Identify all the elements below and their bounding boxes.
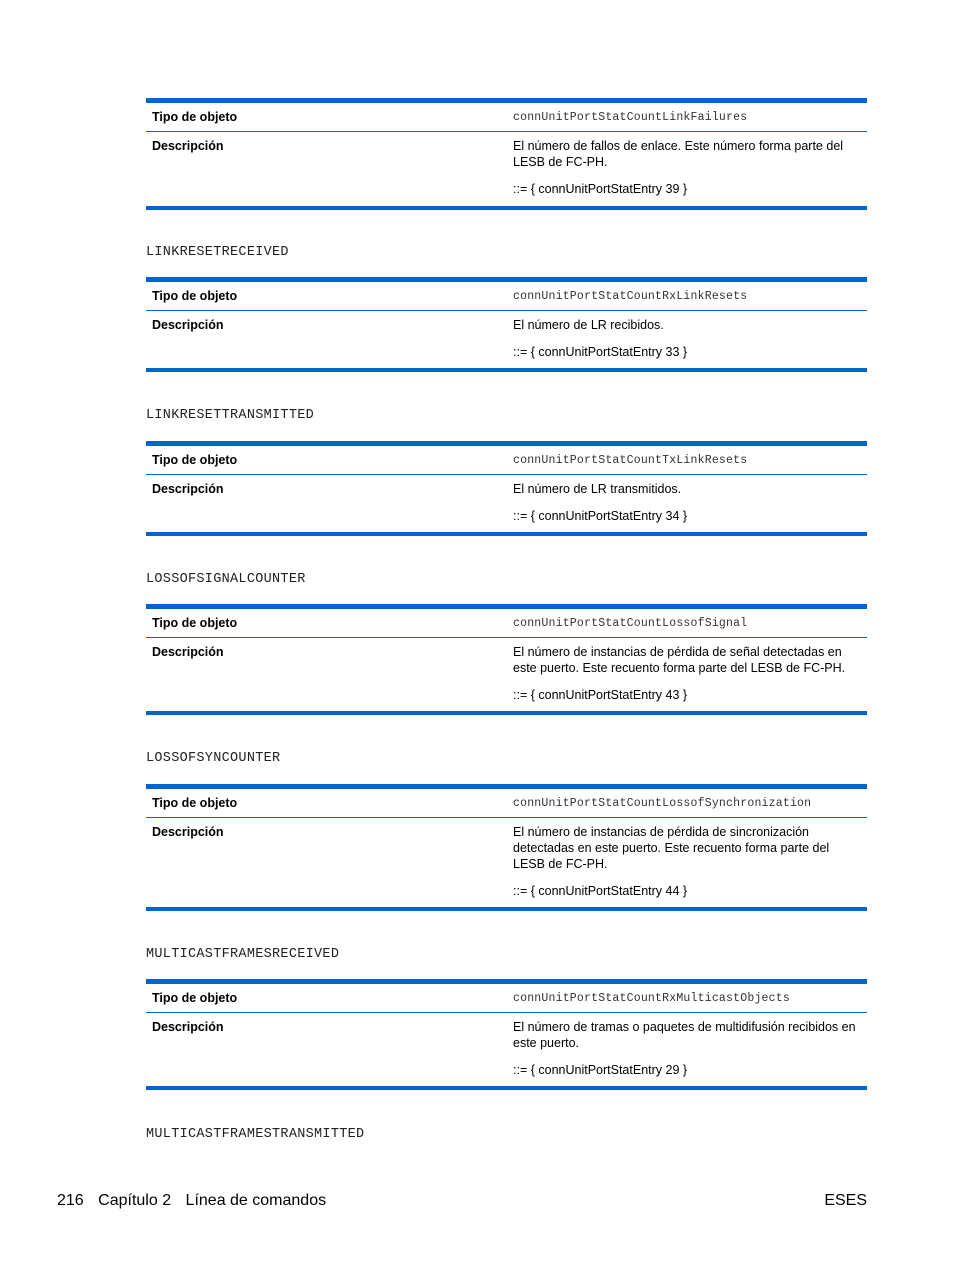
description-text: El número de tramas o paquetes de multidifusión recibidos en este puerto. xyxy=(513,1020,856,1050)
description-value xyxy=(507,818,867,907)
object-type-label: Tipo de objeto xyxy=(152,991,238,1005)
page-footer xyxy=(57,1192,336,1210)
description-value xyxy=(507,311,867,368)
section-heading-multicastframestransmitted: MULTICASTFRAMESTRANSMITTED xyxy=(146,1127,365,1142)
entry-text: ::= { connUnitPortStatEntry 43 } xyxy=(513,688,688,702)
description-label: Descripción xyxy=(152,825,224,839)
object-type-row xyxy=(146,609,867,638)
description-value xyxy=(507,475,867,532)
description-row xyxy=(146,818,867,907)
description-row xyxy=(146,132,867,206)
description-text: El número de LR transmitidos. xyxy=(513,482,682,496)
object-type-value: connUnitPortStatCountLossofSynchronization xyxy=(513,797,812,810)
mib-table-link-failures xyxy=(146,98,867,210)
description-text: El número de instancias de pérdida de sincronización detectadas en este puerto. Este recuento forma parte del LESB de FC-PH. xyxy=(513,825,830,871)
object-type-row xyxy=(146,984,867,1013)
chapter-label: Capítulo 2 xyxy=(98,1192,172,1209)
object-type-value: connUnitPortStatCountTxLinkResets xyxy=(513,454,748,467)
description-label: Descripción xyxy=(152,139,224,153)
object-type-value: connUnitPortStatCountLinkFailures xyxy=(513,111,748,124)
description-row xyxy=(146,1013,867,1086)
description-row xyxy=(146,311,867,368)
object-type-label: Tipo de objeto xyxy=(152,453,238,467)
chapter-title: Línea de comandos xyxy=(185,1192,327,1209)
mib-table-loss-of-signal xyxy=(146,604,867,715)
locale-code: ESES xyxy=(824,1192,867,1209)
entry-text: ::= { connUnitPortStatEntry 33 } xyxy=(513,345,688,359)
entry-text: ::= { connUnitPortStatEntry 39 } xyxy=(513,182,688,196)
object-type-label: Tipo de objeto xyxy=(152,110,238,124)
entry-text: ::= { connUnitPortStatEntry 29 } xyxy=(513,1063,688,1077)
object-type-label: Tipo de objeto xyxy=(152,796,238,810)
description-text: El número de fallos de enlace. Este número forma parte del LESB de FC-PH. xyxy=(513,139,844,169)
description-label: Descripción xyxy=(152,645,224,659)
section-heading-lossofsignalcounter: LOSSOFSIGNALCOUNTER xyxy=(146,572,306,587)
page-number: 216 xyxy=(57,1192,84,1209)
section-heading-multicastframesreceived: MULTICASTFRAMESRECEIVED xyxy=(146,947,340,962)
object-type-row xyxy=(146,446,867,475)
description-label: Descripción xyxy=(152,482,224,496)
description-text: El número de instancias de pérdida de señal detectadas en este puerto. Este recuento forma parte del LESB de FC-PH. xyxy=(513,645,846,675)
entry-text: ::= { connUnitPortStatEntry 34 } xyxy=(513,509,688,523)
section-heading-linkresettransmitted: LINKRESETTRANSMITTED xyxy=(146,408,315,423)
object-type-value: connUnitPortStatCountRxMulticastObjects xyxy=(513,992,790,1005)
mib-table-tx-link-resets xyxy=(146,441,867,536)
description-row xyxy=(146,638,867,711)
entry-text: ::= { connUnitPortStatEntry 44 } xyxy=(513,884,688,898)
section-heading-lossofsyncounter: LOSSOFSYNCOUNTER xyxy=(146,751,281,766)
object-type-row xyxy=(146,789,867,818)
description-row xyxy=(146,475,867,532)
object-type-row xyxy=(146,103,867,132)
mib-table-rx-multicast xyxy=(146,979,867,1090)
object-type-label: Tipo de objeto xyxy=(152,616,238,630)
mib-table-loss-of-sync xyxy=(146,784,867,911)
description-label: Descripción xyxy=(152,318,224,332)
mib-table-rx-link-resets xyxy=(146,277,867,372)
object-type-label: Tipo de objeto xyxy=(152,289,238,303)
description-value xyxy=(507,1013,867,1086)
description-value xyxy=(507,638,867,711)
object-type-value: connUnitPortStatCountRxLinkResets xyxy=(513,290,748,303)
description-label: Descripción xyxy=(152,1020,224,1034)
object-type-value: connUnitPortStatCountLossofSignal xyxy=(513,617,748,630)
object-type-row xyxy=(146,282,867,311)
section-heading-linkresetreceived: LINKRESETRECEIVED xyxy=(146,245,289,260)
description-value xyxy=(507,132,867,206)
description-text: El número de LR recibidos. xyxy=(513,318,664,332)
